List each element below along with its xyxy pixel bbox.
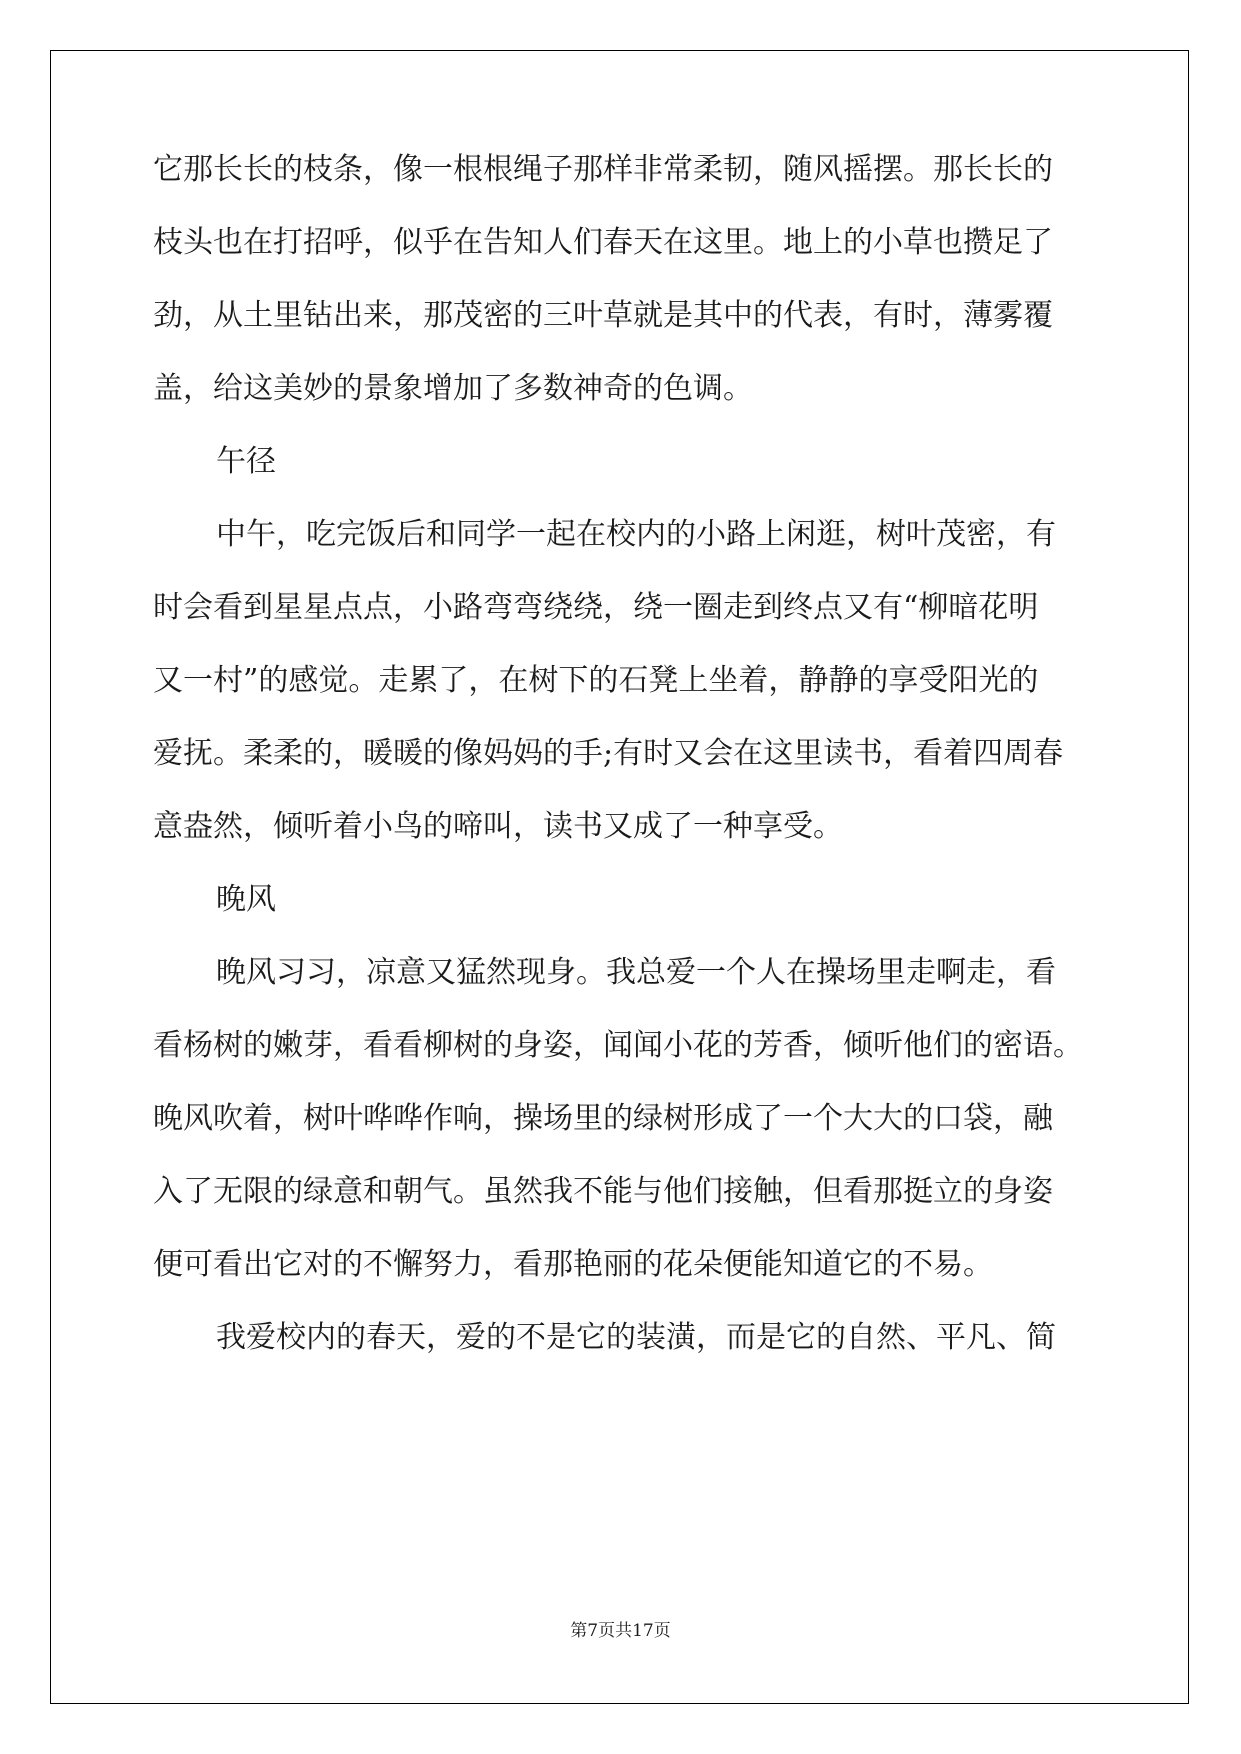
paragraph-line: 又一村”的感觉。走累了，在树下的石凳上坐着，静静的享受阳光的: [153, 663, 1039, 698]
paragraph-line: 入了无限的绿意和朝气。虽然我不能与他们接触，但看那挺立的身姿: [153, 1174, 1053, 1209]
section-heading: 晚风: [216, 882, 276, 917]
paragraph-line: 枝头也在打招呼，似乎在告知人们春天在这里。地上的小草也攒足了: [153, 225, 1053, 260]
paragraph-line: 我爱校内的春天，爱的不是它的装潢，而是它的自然、平凡、简: [216, 1320, 1056, 1355]
paragraph-line: 它那长长的枝条，像一根根绳子那样非常柔韧，随风摇摆。那长长的: [153, 152, 1053, 187]
paragraph-line: 看杨树的嫩芽，看看柳树的身姿，闻闻小花的芳香，倾听他们的密语。: [153, 1028, 1083, 1063]
paragraph-line: 晚风吹着，树叶哗哗作响，操场里的绿树形成了一个大大的口袋，融: [153, 1101, 1053, 1136]
paragraph-line: 中午，吃完饭后和同学一起在校内的小路上闲逛，树叶茂密，有: [216, 517, 1056, 552]
page-number-current: 第7页: [570, 1621, 616, 1641]
paragraph-line: 劲，从土里钻出来，那茂密的三叶草就是其中的代表，有时，薄雾覆: [153, 298, 1053, 333]
page-number-total: 共17页: [615, 1621, 671, 1641]
paragraph-line: 盖，给这美妙的景象增加了多数神奇的色调。: [153, 371, 753, 406]
section-heading: 午径: [216, 444, 276, 479]
paragraph-line: 时会看到星星点点，小路弯弯绕绕，绕一圈走到终点又有“柳暗花明: [153, 590, 1039, 625]
page-footer: [0, 1620, 1241, 1642]
paragraph-line: 意盎然，倾听着小鸟的啼叫，读书又成了一种享受。: [153, 809, 843, 844]
paragraph-line: 便可看出它对的不懈努力，看那艳丽的花朵便能知道它的不易。: [153, 1247, 993, 1282]
paragraph-line: 晚风习习，凉意又猛然现身。我总爱一个人在操场里走啊走，看: [216, 955, 1056, 990]
paragraph-line: 爱抚。柔柔的，暖暖的像妈妈的手;有时又会在这里读书，看着四周春: [153, 736, 1064, 771]
